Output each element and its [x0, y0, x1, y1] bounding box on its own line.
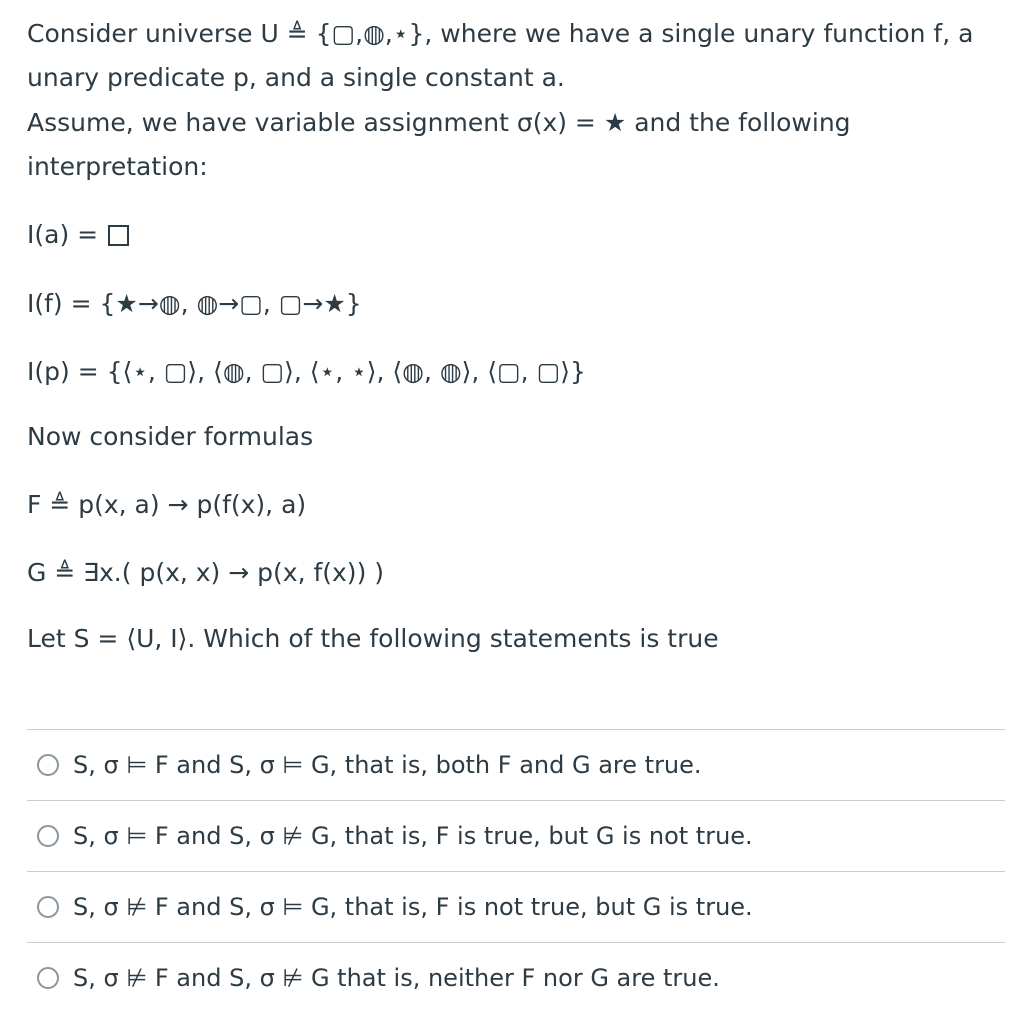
- answer-options: [27, 729, 1005, 1013]
- answer-option-2[interactable]: [27, 801, 1005, 871]
- answer-option-label: S, σ ⊭ F and S, σ ⊭ G that is, neither F nor G are true.: [73, 964, 720, 992]
- answer-option-4[interactable]: [27, 943, 1005, 1013]
- interpretation-a-text: I(a) =: [27, 220, 99, 249]
- question-prompt: Let S = ⟨U, I⟩. Which of the following statements is true: [27, 624, 719, 653]
- radio-button[interactable]: [37, 896, 59, 918]
- interpretation-f: I(f) = {★→◍, ◍→▢, ▢→★}: [27, 289, 362, 318]
- formula-f: F ≜ p(x, a) → p(f(x), a): [27, 490, 307, 519]
- intro-line-1: Consider universe U ≜ {▢,◍,⋆}, where we have a single unary function f, a: [27, 19, 974, 48]
- now-consider-text: Now consider formulas: [27, 422, 314, 451]
- answer-option-label: S, σ ⊭ F and S, σ ⊨ G, that is, F is not true, but G is true.: [73, 893, 753, 921]
- intro-line-3: Assume, we have variable assignment σ(x) = ★ and the following: [27, 108, 851, 137]
- intro-line-2: unary predicate p, and a single constant a.: [27, 63, 565, 92]
- interpretation-p: I(p) = {⟨⋆, ▢⟩, ⟨◍, ▢⟩, ⟨⋆, ⋆⟩, ⟨◍, ◍⟩, ⟨▢, ▢⟩}: [27, 357, 586, 386]
- formula-g: G ≜ ∃x.( p(x, x) → p(x, f(x)) ): [27, 558, 385, 587]
- interpretation-a: [27, 213, 129, 257]
- answer-option-3[interactable]: [27, 872, 1005, 942]
- answer-option-1[interactable]: [27, 730, 1005, 800]
- radio-button[interactable]: [37, 754, 59, 776]
- radio-button[interactable]: [37, 967, 59, 989]
- radio-button[interactable]: [37, 825, 59, 847]
- intro-line-4: interpretation:: [27, 152, 208, 181]
- empty-square-icon: [108, 225, 129, 246]
- answer-option-label: S, σ ⊨ F and S, σ ⊨ G, that is, both F and G are true.: [73, 751, 702, 779]
- answer-option-label: S, σ ⊨ F and S, σ ⊭ G, that is, F is true, but G is not true.: [73, 822, 753, 850]
